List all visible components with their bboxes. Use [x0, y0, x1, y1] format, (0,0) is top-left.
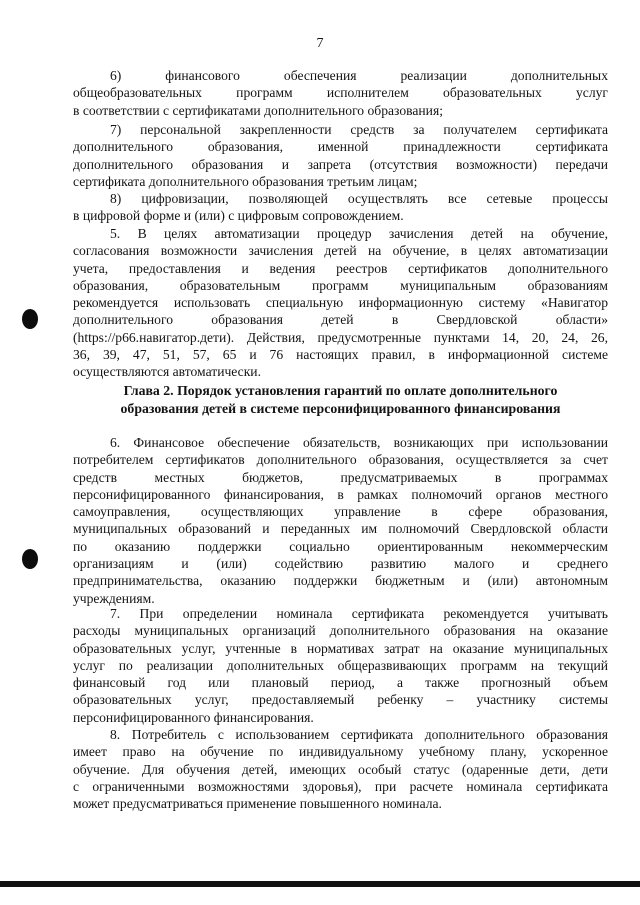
text-line: потребителем сертификатов дополнительного образования, осуществляется за счет — [73, 452, 608, 468]
scan-bottom-edge — [0, 881, 640, 887]
text-line: организациям и (или) содействию развитию малого и среднего — [73, 556, 608, 572]
text-line: услуг по реализации дополнительных общеразвивающих программ на текущий — [73, 657, 608, 673]
text-line: (https://p66.навигатор.дети). Действия, предусмотренные пунктами 14, 20, 24, 26, — [73, 329, 608, 345]
text-line: муниципальных образований и переданных им полномочий Свердловской области — [73, 521, 608, 537]
text-line: согласования возможности зачисления детей на обучение, в целях автоматизации — [73, 243, 608, 259]
text-line: осуществляются автоматически. — [73, 364, 261, 380]
text-line: образования, образовательным программ муниципальным образованиям — [73, 277, 608, 293]
heading-line: образования детей в системе персонифицированного финансирования — [120, 400, 561, 416]
paragraph-point-8-individual-plan — [73, 726, 608, 812]
text-line: финансовый год или плановый период, а также прогнозный объем — [73, 675, 608, 691]
text-line: персонифицированного финансирования, в рамках полномочий органов местного — [73, 486, 608, 502]
text-line: имеет право на обучение по индивидуальному учебному плану, ускоренное — [73, 744, 608, 760]
text-line: сертификата дополнительного образования третьим лицам; — [73, 173, 418, 189]
text-line: рекомендуется использовать специальную информационную систему «Навигатор — [73, 295, 608, 311]
text-line: может предусматриваться применение повышенного номинала. — [73, 796, 442, 812]
text-line: 7) персональной закрепленности средств за получателем сертификата — [110, 122, 608, 137]
punch-hole-mark — [22, 309, 38, 329]
paragraph-item-6-financing — [73, 67, 608, 119]
text-line: 6) финансового обеспечения реализации дополнительных — [110, 68, 608, 83]
text-line: 36, 39, 47, 51, 57, 65 и 76 настоящих правил, в информационной системе — [73, 347, 608, 363]
paragraph-item-8-digitalization — [73, 190, 608, 225]
text-line: расходы муниципальных организаций дополнительного образования на оказание — [73, 623, 608, 639]
text-line: по оказанию поддержки социально ориентированным некоммерческим — [73, 538, 608, 554]
text-line: общеобразовательных программ исполнителем образовательных услуг — [73, 85, 608, 101]
text-line: 7. При определении номинала сертификата рекомендуется учитывать — [110, 606, 608, 621]
text-line: образовательных услуг, предоставляемый ребенку – участнику системы — [73, 692, 608, 708]
text-line: в цифровой форме и (или) с цифровым сопровождением. — [73, 208, 404, 224]
punch-hole-mark — [22, 549, 38, 569]
heading-line: Глава 2. Порядок установления гарантий по оплате дополнительного — [123, 383, 558, 398]
chapter-2-heading — [73, 382, 608, 417]
text-line: персонифицированного финансирования. — [73, 709, 314, 725]
text-line: 6. Финансовое обеспечение обязательств, возникающих при использовании — [110, 435, 608, 450]
text-line: учреждениям. — [73, 590, 155, 606]
text-line: самоуправления, осуществляющих управление в сфере образования, — [73, 504, 608, 520]
text-line: дополнительного образования и запрета (отсутствия возможности) передачи — [73, 156, 608, 172]
paragraph-point-6-financial-support — [73, 434, 608, 607]
text-line: в соответствии с сертификатами дополнительного образования; — [73, 102, 443, 118]
text-line: дополнительного образования детей в Свердловской области» — [73, 312, 608, 328]
page-number: 7 — [316, 36, 324, 51]
text-line: 5. В целях автоматизации процедур зачисления детей на обучение, — [110, 226, 608, 241]
text-line: учета, предоставления и ведения реестров сертификатов дополнительного — [73, 260, 608, 276]
paragraph-item-7-personal-assignment — [73, 121, 608, 190]
paragraph-point-5-navigator-system — [73, 225, 608, 381]
text-line: дополнительного образования, именной принадлежности сертификата — [73, 139, 608, 155]
paragraph-point-7-certificate-nominal — [73, 605, 608, 726]
text-line: предпринимательства, оказанию поддержки бюджетным и (или) автономным — [73, 573, 608, 589]
text-line: образовательных услуг, учтенные в нормативах затрат на оказание муниципальных — [73, 640, 608, 656]
text-line: 8. Потребитель с использованием сертификата дополнительного образования — [110, 727, 608, 742]
text-line: обучение. Для обучения детей, имеющих особый статус (одаренные дети, дети — [73, 761, 608, 777]
text-line: средств местных бюджетов, предусматриваемых в программах — [73, 469, 608, 485]
text-line: 8) цифровизации, позволяющей осуществлять все сетевые процессы — [110, 191, 608, 206]
text-line: с ограниченными возможностями здоровья), при расчете номинала сертификата — [73, 778, 608, 794]
